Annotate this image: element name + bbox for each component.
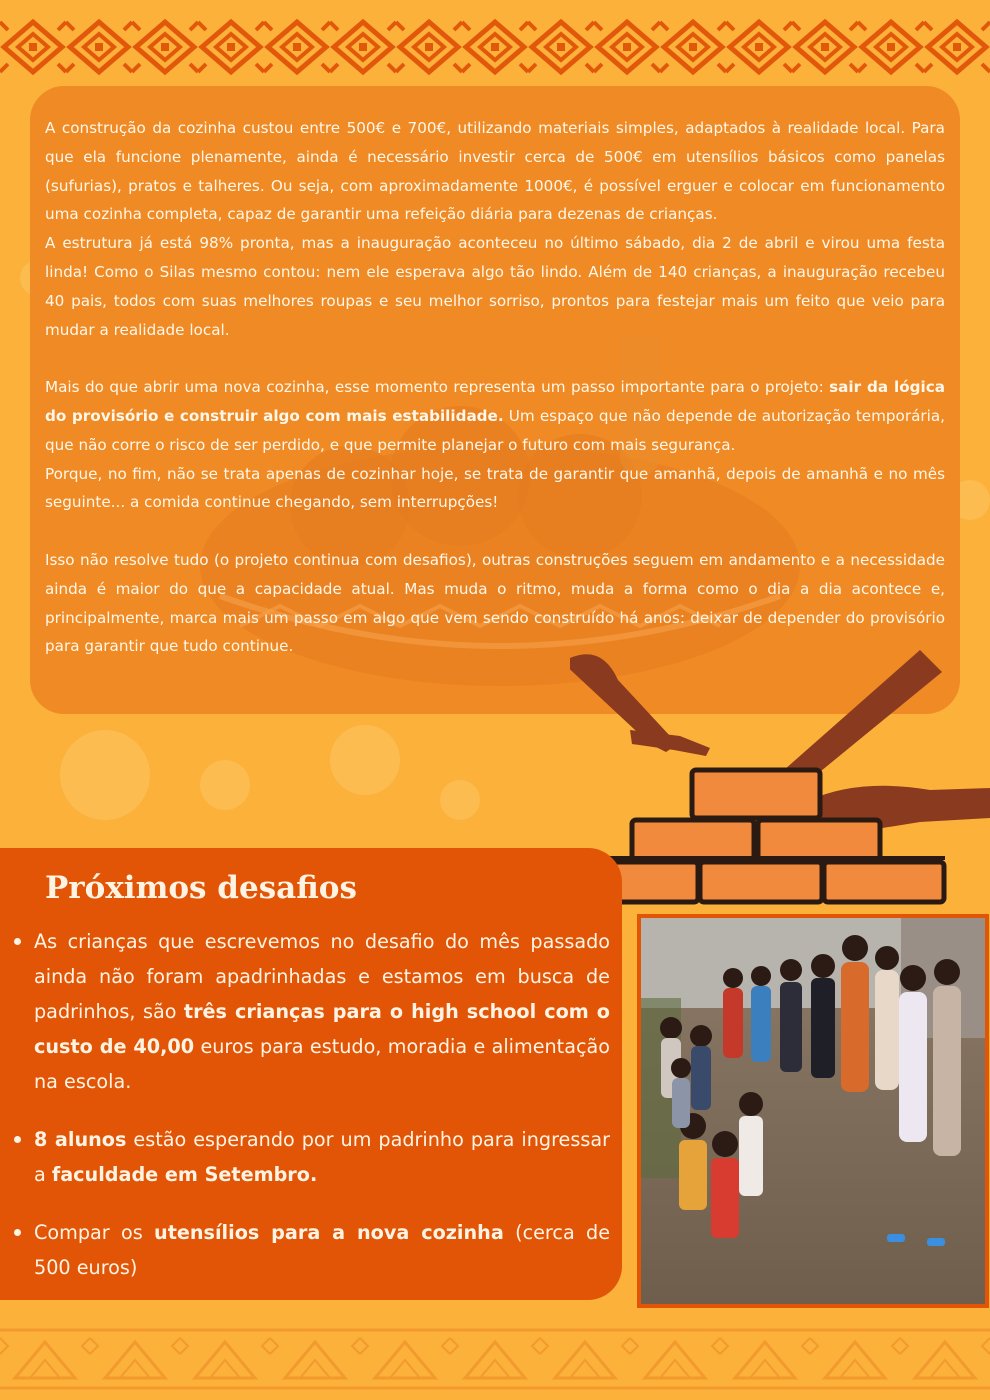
article-text-run: Um espaço que não depende de autorização temporária, que não corre o risco de ser perdido, e que permite planejar o futuro com mais segurança. bbox=[45, 406, 945, 454]
challenges-list bbox=[34, 924, 610, 1308]
challenge-item bbox=[34, 924, 610, 1099]
tribal-border-bottom bbox=[0, 1318, 990, 1400]
photo-frame bbox=[637, 914, 989, 1308]
article-text-run: Mais do que abrir uma nova cozinha, esse momento representa um passo importante para o projeto: bbox=[45, 378, 830, 397]
challenge-bold-text: 8 alunos bbox=[34, 1128, 127, 1151]
challenges-box bbox=[0, 848, 622, 1300]
background-blob bbox=[440, 780, 480, 820]
children-photo bbox=[641, 918, 985, 1304]
background-blob bbox=[330, 725, 400, 795]
challenge-bold-text: utensílios para a nova cozinha bbox=[154, 1221, 504, 1244]
challenges-title: Próximos desafios bbox=[45, 870, 357, 906]
background-blob bbox=[200, 760, 250, 810]
challenge-item bbox=[34, 1215, 610, 1285]
challenge-text-run: euros para estudo, moradia e alimentação na escola. bbox=[34, 1035, 611, 1093]
article-bold-text: sair da lógica do provisório e construir algo com mais estabilidade. bbox=[45, 378, 945, 425]
article-text bbox=[45, 114, 945, 661]
article-paragraph: Isso não resolve tudo (o projeto continua com desafios), outras construções seguem em andamento e a necessidade ainda é maior do que a capacidade atual. Mas muda o ritmo, muda a forma como o dia a dia acontece e, principalmente, marca mais um passo em algo que vem sendo construído há anos: deixar de depender do provisório para garantir que tudo continue. bbox=[45, 550, 945, 656]
challenge-text-run: (cerca de 500 euros) bbox=[34, 1221, 611, 1279]
article-box bbox=[30, 86, 960, 714]
article-paragraph: A construção da cozinha custou entre 500€ e 700€, utilizando materiais simples, adaptados à realidade local. Para que ela funcione plenamente, ainda é necessário investir cerca de 500€ em utensílios básicos como panelas (sufurias), pratos e talheres. Ou seja, com aproximadamente 1000€, é possível erguer e colocar em funcionamento uma cozinha completa, capaz de garantir uma refeição diária para dezenas de crianças. bbox=[45, 119, 945, 224]
challenge-text-run: Compar os bbox=[34, 1221, 155, 1244]
challenge-item bbox=[34, 1122, 610, 1192]
challenge-text-run: estão esperando por um padrinho para ingressar a bbox=[34, 1128, 610, 1186]
article-paragraph: A estrutura já está 98% pronta, mas a inauguração aconteceu no último sábado, dia 2 de abril e virou uma festa linda! Como o Silas mesmo contou: nem ele esperava algo tão lindo. Além de 140 crianças, a inauguração recebeu 40 pais, todos com suas melhores roupas e seu melhor sorriso, prontos para festejar mais um feito que veio para mudar a realidade local. bbox=[45, 234, 945, 339]
article-paragraph: Porque, no fim, não se trata apenas de cozinhar hoje, se trata de garantir que amanhã, depois de amanhã e no mês seguinte... a comida continue chegando, sem interrupções! bbox=[45, 464, 945, 512]
challenge-text-run: As crianças que escrevemos no desafio do mês passado ainda não foram apadrinhadas e estamos em busca de padrinhos, são bbox=[34, 930, 610, 1023]
article-paragraph bbox=[45, 373, 945, 459]
challenge-bold-text: faculdade em Setembro. bbox=[51, 1163, 318, 1186]
bricks-hands-illustration bbox=[570, 640, 990, 910]
background-blob bbox=[60, 730, 150, 820]
challenge-bold-text: três crianças para o high school com o custo de 40,00 bbox=[34, 1000, 610, 1058]
tribal-border-top bbox=[0, 18, 990, 76]
